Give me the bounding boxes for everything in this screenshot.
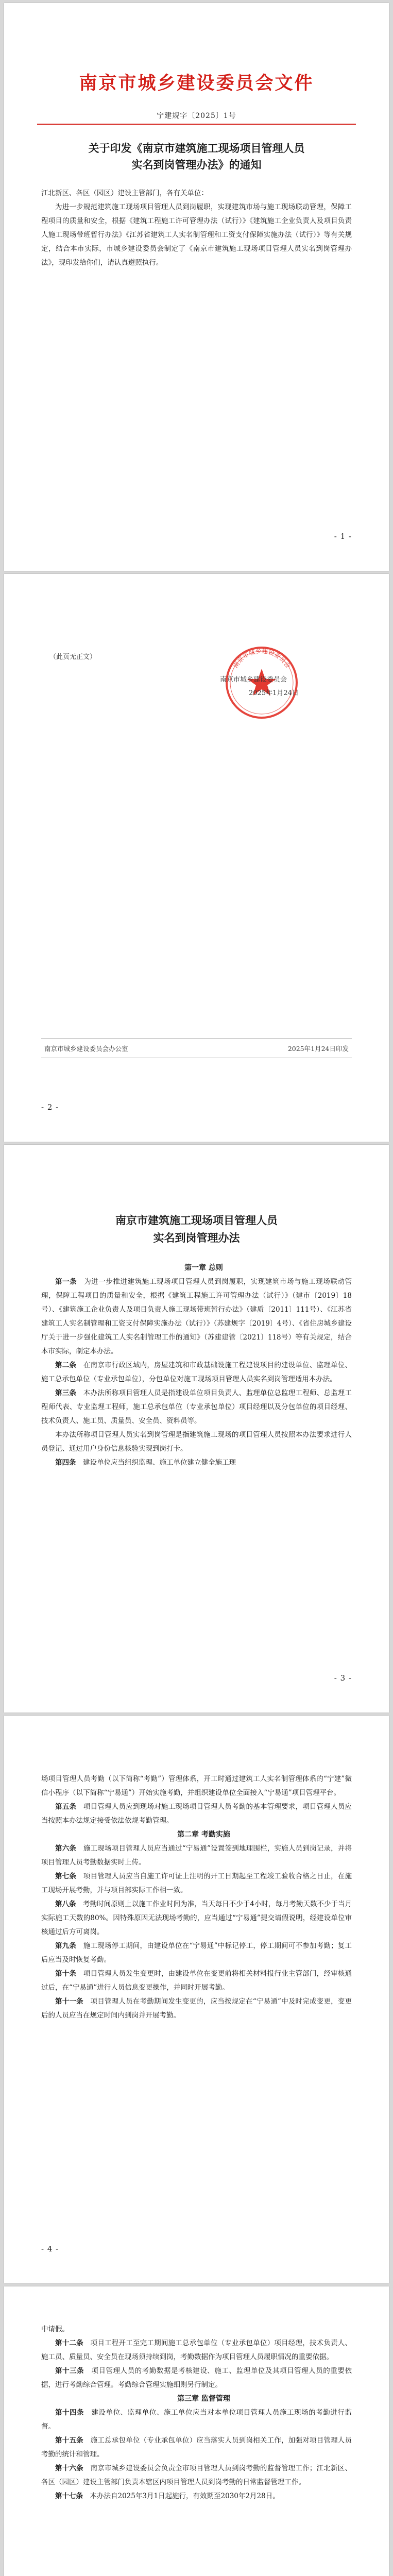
article-label: 第十三条 — [55, 2367, 84, 2375]
document-page-3 — [4, 1145, 389, 1713]
article-text: 项目管理人员发生变更时，由建设单位在变更前将相关材料报行业主管部门，经审核通过后，在“宁易通”进行人员信息变更操作，并同时开展考勤。 — [41, 1970, 352, 1992]
article — [41, 1386, 352, 1428]
page-5-body — [41, 2323, 352, 2503]
print-date: 2025年1月24日印发 — [287, 1045, 349, 1053]
article — [41, 1967, 352, 1995]
article-label: 第四条 — [55, 1459, 76, 1467]
svg-text:南京市城乡建设委员会 — [231, 647, 292, 669]
measures-title-line-1: 南京市建筑施工现场项目管理人员 — [115, 1214, 278, 1227]
article — [41, 1842, 352, 1870]
article — [41, 1456, 352, 1470]
issuer-name: 南京市城乡建设委员会 — [220, 676, 287, 684]
article-text: 施工现场项目管理人员应当通过“宁易通”设置签到地理围栏，实施人员到岗记录，并将项目管理人员考勤数据实时上传。 — [41, 1844, 352, 1867]
article-text: 本办法所称项目管理人员是指建设单位项目负责人、监理单位总监理工程师、总监理工程师代表、专业监理工程师，施工总承包单位（专业承包单位）项目经理以及分包单位的项目经理、技术负责人、施工员、质量员、安全员、资料员等。 — [41, 1389, 352, 1425]
notice-title-line-1: 关于印发《南京市建筑施工现场项目管理人员 — [88, 142, 305, 155]
document-number: 宁建规字〔2025〕1号 — [157, 112, 236, 120]
notice-title — [40, 140, 353, 173]
page-number: - 3 - — [334, 1673, 352, 1683]
article — [41, 2406, 352, 2434]
page-3-body — [41, 1261, 352, 1470]
article-label: 第八条 — [55, 1900, 76, 1908]
document-page-5 — [4, 2286, 389, 2576]
article-text: 项目管理人员应到现场对施工现场项目管理人员考勤的基本管理要求，项目管理人员应当按照本办法规定接受依法依规考勤管理。 — [41, 1803, 352, 1825]
article-label: 第十七条 — [55, 2492, 83, 2500]
article — [41, 1870, 352, 1897]
page-4-body — [41, 1772, 352, 2023]
document-page-1 — [4, 3, 389, 571]
article-continuation: 场项目管理人员考勤（以下简称“考勤”）管理体系，开工时通过建筑工人实名制管理体系的“宁建”微信小程序（以下简称“宁易通”）开始实施考勤，并组织建设单位全面接入“宁易通”项目管理平台。 — [41, 1775, 352, 1797]
notice-paragraph: 为进一步规范建筑施工现场项目管理人员到岗履职，实现建筑市场与施工现场联动管理，保障工程项目的质量和安全，根据《建筑工程施工许可管理办法（试行）》《建筑施工企业负责人及项目负责人施工现场带班暂行办法》《江苏省建筑工人实名制管理和工资支付保障实施办法（试行）》等有关规定，结合本市实际，市城乡建设委员会制定了《南京市建筑施工现场项目管理人员实名到岗管理办法》，现印发给你们，请认真遵照执行。 — [41, 203, 352, 267]
article-label: 第七条 — [55, 1872, 77, 1880]
measures-title — [35, 1212, 358, 1247]
notice-title-line-2: 实名到岗管理办法》的通知 — [131, 158, 262, 171]
seal-text: 南京市城乡建设委员会 — [231, 647, 292, 670]
article-continuation: 中请假。 — [41, 2325, 69, 2333]
article-label: 第九条 — [55, 1942, 77, 1950]
article — [41, 2364, 352, 2392]
page-number: - 2 - — [41, 1103, 59, 1112]
article-label: 第十条 — [55, 1970, 77, 1978]
article-text: 项目管理人员的考勤数据是考核建设、施工、监理单位及其项目管理人员的重要依据，进行考勤综合管理。考勤综合管理实施细则另行制定。 — [41, 2367, 352, 2389]
document-page-4 — [4, 1716, 389, 2283]
article-text: 施工现场停工期间，由建设单位在“宁易通”中标记停工，停工期间可不参加考勤；复工后应当及时恢复考勤。 — [41, 1942, 352, 1964]
article — [41, 2336, 352, 2364]
article-text: 施工总承包单位（专业承包单位）应当落实人员到岗相关工作，加强对项目管理人员考勤的统计和管理。 — [41, 2436, 352, 2459]
article-continuation: 本办法所称项目管理人员实名到岗管理是指建筑施工现场的项目管理人员按照本办法要求进行人员登记、通过用户身份信息核验实现到岗打卡。 — [41, 1431, 352, 1453]
article-text: 南京市城乡建设委员会负责全市项目管理人员到岗考勤的监督管理工作；江北新区、各区（园区）建设主管部门负责本辖区内项目管理人员到岗考勤的日常监督管理工作。 — [41, 2464, 352, 2486]
notice-body — [41, 187, 352, 270]
article — [41, 1995, 352, 2023]
article-label: 第十四条 — [55, 2409, 84, 2417]
article-text: 考勤时间原则上以施工作业时间为准，当天每日不少于4小时，每月考勤天数不少于当月实际施工天数的80%。因特殊原因无法现场考勤的，应当通过“宁易通”提交请假说明，经建设单位审核通过后方可离岗。 — [41, 1900, 352, 1936]
document-page-2 — [4, 574, 389, 1142]
print-office: 南京市城乡建设委员会办公室 — [44, 1045, 128, 1053]
article — [41, 1275, 352, 1359]
chapter-heading: 第三章 监督管理 — [177, 2395, 230, 2403]
article — [41, 1939, 352, 1967]
chapter-heading: 第一章 总则 — [184, 1264, 223, 1272]
red-divider — [37, 124, 356, 125]
article-label: 第二条 — [55, 1361, 77, 1369]
article-label: 第五条 — [55, 1803, 77, 1811]
page-number: - 1 - — [334, 532, 352, 541]
article-text: 本办法自2025年3月1日起施行，有效期至2030年2月28日。 — [90, 2492, 280, 2500]
issue-date: 2025年1月24日 — [249, 689, 299, 697]
article-text: 项目管理人员在考勤期间发生变更的，应当按规定在“宁易通”中及时完成变更，变更后的人员应当在规定时间内到岗并开展考勤。 — [41, 1997, 352, 2020]
article-label: 第十六条 — [55, 2464, 83, 2472]
measures-title-line-2: 实名到岗管理办法 — [153, 1231, 240, 1244]
article-label: 第一条 — [55, 1278, 77, 1286]
article-text: 项目管理人员应当自施工许可证上注明的开工日期起至工程竣工验收合格之日止，在施工现场开展考勤，并与项目部实际工作相一致。 — [41, 1872, 352, 1894]
print-footer — [41, 1039, 352, 1058]
article-label: 第十五条 — [55, 2436, 83, 2445]
article-text: 为进一步推进建筑施工现场项目管理人员到岗履职，实现建筑市场与施工现场联动管理，保障工程项目的质量和安全，根据《建筑工程施工许可管理办法（试行）》（建市〔2019〕18号）、《建筑施工企业负责人及项目负责人施工现场带班暂行办法》（建质〔2011〕111号）、《江苏省建筑工人实名制管理和工资支付保障实施办法（试行）》（苏建规字〔2019〕4号）、《省住房城乡建设厅关于进一步强化建筑工人实名制管理工作的通知》（苏建建管〔2021〕118号）等有关规定，结合本市实际，制定本办法。 — [41, 1278, 352, 1355]
page-number: - 4 - — [41, 2244, 59, 2253]
article — [41, 2462, 352, 2489]
document-masthead: 南京市城乡建设委员会文件 — [79, 73, 314, 94]
article — [41, 2434, 352, 2462]
article — [41, 1897, 352, 1939]
article-text: 在南京市行政区域内，房屋建筑和市政基础设施工程建设项目的建设单位、监理单位、施工总承包单位（专业承包单位），分包单位对施工现场项目管理人员实名到岗管理适用本办法。 — [41, 1361, 352, 1383]
chapter-heading: 第二章 考勤实施 — [177, 1831, 230, 1839]
article-label: 第六条 — [55, 1844, 77, 1853]
article-label: 第十一条 — [55, 1997, 83, 2006]
article — [41, 2489, 352, 2503]
article-text: 建设单位应当组织监理、施工单位建立健全施工现 — [83, 1459, 236, 1467]
no-text-note: （此页无正文） — [49, 653, 97, 661]
article-label: 第十二条 — [55, 2339, 83, 2347]
article-label: 第三条 — [55, 1389, 77, 1397]
article-text: 建设单位、监理单位、施工单位应当对本单位项目管理人员施工现场的考勤进行监督。 — [41, 2409, 352, 2431]
article — [41, 1359, 352, 1386]
article — [41, 1800, 352, 1828]
issuer-block — [213, 644, 341, 721]
article-text: 项目工程开工至完工期间施工总承包单位（专业承包单位）项目经理，技术负责人、施工员、质量员、安全员在现场须持续到岗，考勤数据作为项目管理人员履职情况的重要依据。 — [41, 2339, 352, 2361]
recipients: 江北新区、各区（园区）建设主管部门，各有关单位： — [41, 189, 208, 197]
